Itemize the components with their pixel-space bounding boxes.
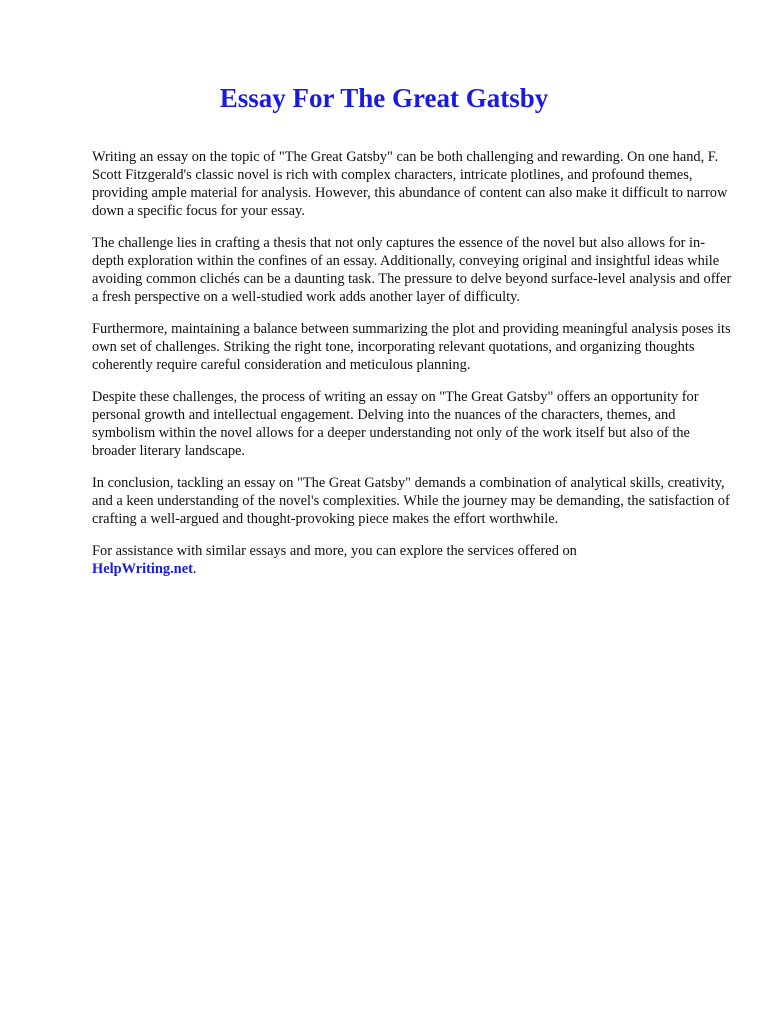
page-title: Essay For The Great Gatsby (219, 83, 549, 113)
paragraph-4: Despite these challenges, the process of writing an essay on "The Great Gatsby" offers an opportunity for personal growth and intellectual engagement. Delving into the nuances of the characters, themes, and symbolism within the novel allows for a deeper understanding not only of the work itself but also of the broader literary landscape. (92, 389, 699, 459)
paragraph-1: Writing an essay on the topic of "The Great Gatsby" can be both challenging and rewarding. On one hand, F. Scott Fitzgerald's classic novel is rich with complex characters, intricate plotlines, and profound themes, providing ample material for analysis. However, this abundance of content can also make it difficult to narrow down a specific focus for your essay. (92, 149, 728, 219)
closing-text: For assistance with similar essays and more, you can explore the services offered on (92, 543, 577, 559)
paragraph-2: The challenge lies in crafting a thesis that not only captures the essence of the novel but also allows for in-depth exploration within the confines of an essay. Additionally, conveying original and insightful ideas while avoiding common clichés can be a daunting task. The pressure to delve beyond surface-level analysis and offer a fresh perspective on a well-studied work adds another layer of difficulty. (92, 235, 732, 305)
closing-paragraph (92, 542, 732, 578)
helpwriting-link[interactable]: HelpWriting.net (92, 561, 193, 577)
paragraph-3: Furthermore, maintaining a balance between summarizing the plot and providing meaningful analysis poses its own set of challenges. Striking the right tone, incorporating relevant quotations, and organizing thoughts coherently require careful consideration and meticulous planning. (92, 321, 731, 373)
paragraph-5: In conclusion, tackling an essay on "The Great Gatsby" demands a combination of analytical skills, creativity, and a keen understanding of the novel's complexities. While the journey may be demanding, the satisfaction of crafting a well-argued and thought-provoking piece makes the effort worthwhile. (92, 475, 730, 527)
essay-body (92, 148, 732, 592)
closing-period: . (192, 561, 197, 577)
